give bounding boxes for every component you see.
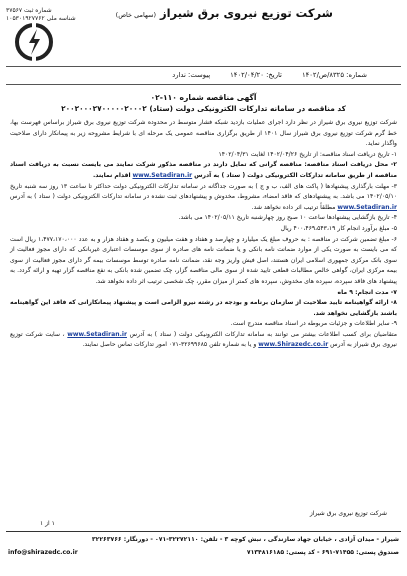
tender-code: کد مناقصه در سامانه تدارکات الکترونیکی دولت (ستاد) ۲۰۰۲۰۰۰۲۷۰۰۰۰۰۲۰۰۰۲	[61, 104, 346, 113]
company-logo	[12, 20, 56, 64]
intro-paragraph: شرکت توزیع نیروی برق شیراز در نظر دارد اجرای عملیات بازدید شبکه فشار متوسط در محدوده شرکت توزیع نیروی برق شیراز براساس فهرست بها، خط گرم شرکت توزیع نیروی برق شیراز سال ۱۴۰۱ از طریق برگزاری مناقصه عمومی یک مرحله ای با شرایط مشروحه زیر به پیمانکار دارای صلاحیت واگذار نماید.	[10, 119, 397, 148]
item-upload-deadline-end: مطلقاً ترتیب اثر داده نخواهد شد.	[251, 203, 336, 211]
company-name: شرکت توزیع نیروی برق شیراز	[160, 6, 333, 20]
letter-attachment-value: ندارد	[172, 71, 186, 79]
letter-attachment-label: پیوست:	[188, 71, 211, 79]
item-guarantee: ۶- مبلغ تضمین شرکت در مناقصه : به حروف مبلغ یک میلیارد و چهارصد و هفتاد و هفت میلیون و یکصد و هفتاد هزار و به عدد ۱،۴۷۷،۱۷۰،۰۰۰ ریال است که می بایست به صورت یکی از موارد ضمانت نامه بانکی و یا ضمانت نامه های صادره از سوی موسسات اعتباری غیربانکی که دارای مجوز فعالیت از سوی بانک مرکزی جمهوری اسلامی ایران هستند، اصل فیش واریز وجه نقد، ضمانت نامه صادره توسط موسسات بیمه گر دارای مجوز فعالیت از سوی بیمه مرکزی ایران، گواهی خالص مطالبات قطعی تایید شده از سوی مالی مناقصه گزار، چک تضمین شده بانکی به نفع مناقصه گزار تهیه و ارائه گردد. به پیشنهاد های فاقد سپرده، سپرده های مخدوش، سپرده های کمتر از میزان مقرر، چک شخصی ترتیب اثر داده نخواهد شد.	[10, 235, 397, 285]
item-certificate: ۸- ارائه گواهینامه تایید صلاحیت از سازمان برنامه و بودجه در رشته نیرو الزامی است و پیشنهاد پیمانکارانی که فاقد این گواهینامه باشند بازگشایی نخواهد شد.	[10, 299, 397, 317]
item-upload-deadline-text: ۳- مهلت بارگذاری پیشنهادها ( پاکت های الف، ب و ج ) به صورت جداگانه در سامانه تدارکات الکترونیکی دولت حداکثر تا ساعت ۱۳ روز سه شنبه تاریخ ۱۴۰۲/۰۵/۱۰ می باشد. به پیشنهادهای که فاقد امضاء، مشروط، مخدوش و پیشنهادهای ثبت نشده در سامانه تدارکات الکترونیکی دولت ( ستاد ) به آدرس	[10, 182, 397, 201]
contact-paragraph	[10, 330, 397, 351]
item-document-location	[10, 160, 397, 181]
item-estimate: ۵- مبلغ برآورد انجام کار ۴۰۰،۴۶۹،۵۴۳،۱۹ ریال	[280, 224, 397, 232]
page-number: ۱ از ۱	[40, 520, 55, 527]
company-type: (سهامی خاص)	[115, 11, 156, 19]
item-duration: ۷- مدت انجام: ۹ ماه	[337, 288, 397, 296]
company-header	[116, 6, 333, 20]
footer-postal-text: صندوق پستی: ۷۱۴۵۵-۶۹۱ - کد پستی: ۷۱۳۴۸۱۶۱۸۵	[246, 549, 399, 556]
letter-date	[230, 71, 282, 79]
announcement-body	[10, 118, 397, 351]
item-upload-deadline	[10, 182, 397, 214]
national-id: شناسه ملی ۱۰۵۳۰۱۹۲۷۷۶۲	[6, 15, 76, 22]
letter-date-label: تاریخ:	[266, 71, 282, 79]
letter-number	[302, 71, 367, 79]
contact-text-a: متقاضیان برای کسب اطلاعات بیشتر می توانند به سامانه تدارکات الکترونیکی دولت ( ستاد ) به آدرس	[129, 330, 398, 338]
item-document-location-end: اقدام نمایند.	[92, 171, 131, 179]
footer-address: شیراز - میدان آزادی ، خیابان جهاد سازندگی ، نبش کوچه ۳ - تلفن: ۳۲۲۷۲۱۱۰-۰۷۱ - دورنگار: ۳۲۲۶۳۷۶۶	[91, 536, 399, 543]
contact-text-b: ، سایت شرکت توزیع	[10, 330, 65, 338]
item-other-info: ۹- سایر اطلاعات و جزئیات مربوطه در اسناد مناقصه مندرج است.	[230, 320, 397, 328]
announcement-title: آگهی مناقصه شماره ۱۱۰-۰۲	[150, 93, 257, 102]
setadiran-link-3[interactable]: www.Setadiran.ir	[67, 330, 127, 338]
letter-meta	[172, 71, 367, 79]
letter-number-label: شماره:	[346, 71, 367, 79]
contact-text-c: نیروی برق شیراز به آدرس	[330, 341, 397, 349]
letter-date-value: ۱۴۰۲/۰۴/۲۰	[230, 71, 264, 79]
header-divider	[6, 66, 401, 67]
footer-email[interactable]: info@shirazedc.co.ir	[8, 549, 78, 556]
contact-text-d: و یا به شماره تلفن ۳۲۶۹۹۶۸۵-۰۷۱ امور تدارکات تماس حاصل نمایند.	[82, 341, 257, 349]
registration-number: شماره ثبت ۳۷۵۶۷	[6, 7, 52, 14]
footer-divider	[6, 531, 401, 532]
letter-attachment	[172, 71, 210, 79]
signature-line: شرکت توزیع نیروی برق شیراز	[309, 510, 387, 517]
setadiran-link[interactable]: www.Setadiran.ir	[132, 171, 193, 179]
item-opening-date: ۴- تاریخ بازگشایی پیشنهادها ساعت ۱۰ صبح روز چهارشنبه تاریخ ۱۴۰۲/۰۵/۱۱ می باشد.	[178, 214, 397, 222]
setadiran-link-2[interactable]: www.Setadiran.ir	[337, 203, 397, 211]
letter-number-value: ۸۳۲۵/ص/۱۴۰۲	[301, 71, 344, 79]
meta-divider	[6, 84, 401, 85]
shirazedc-link[interactable]: www.Shirazedc.co.ir	[258, 341, 329, 349]
item-document-dates: ۱- تاریخ دریافت اسناد مناقصه: از تاریخ ۱۴۰۲/۰۴/۲۶ لغایت ۱۴۰۲/۰۴/۳۱	[218, 150, 397, 158]
item-document-location-text: ۲- محل دریافت اسناد مناقصه: مناقصه گرانی که تمایل دارند در مناقصه مذکور شرکت نمایند می بایست نسبت به دریافت اسناد مناقصه از طریق سامانه تدارکات الکترونیکی دولت ( ستاد ) به آدرس	[10, 161, 397, 179]
